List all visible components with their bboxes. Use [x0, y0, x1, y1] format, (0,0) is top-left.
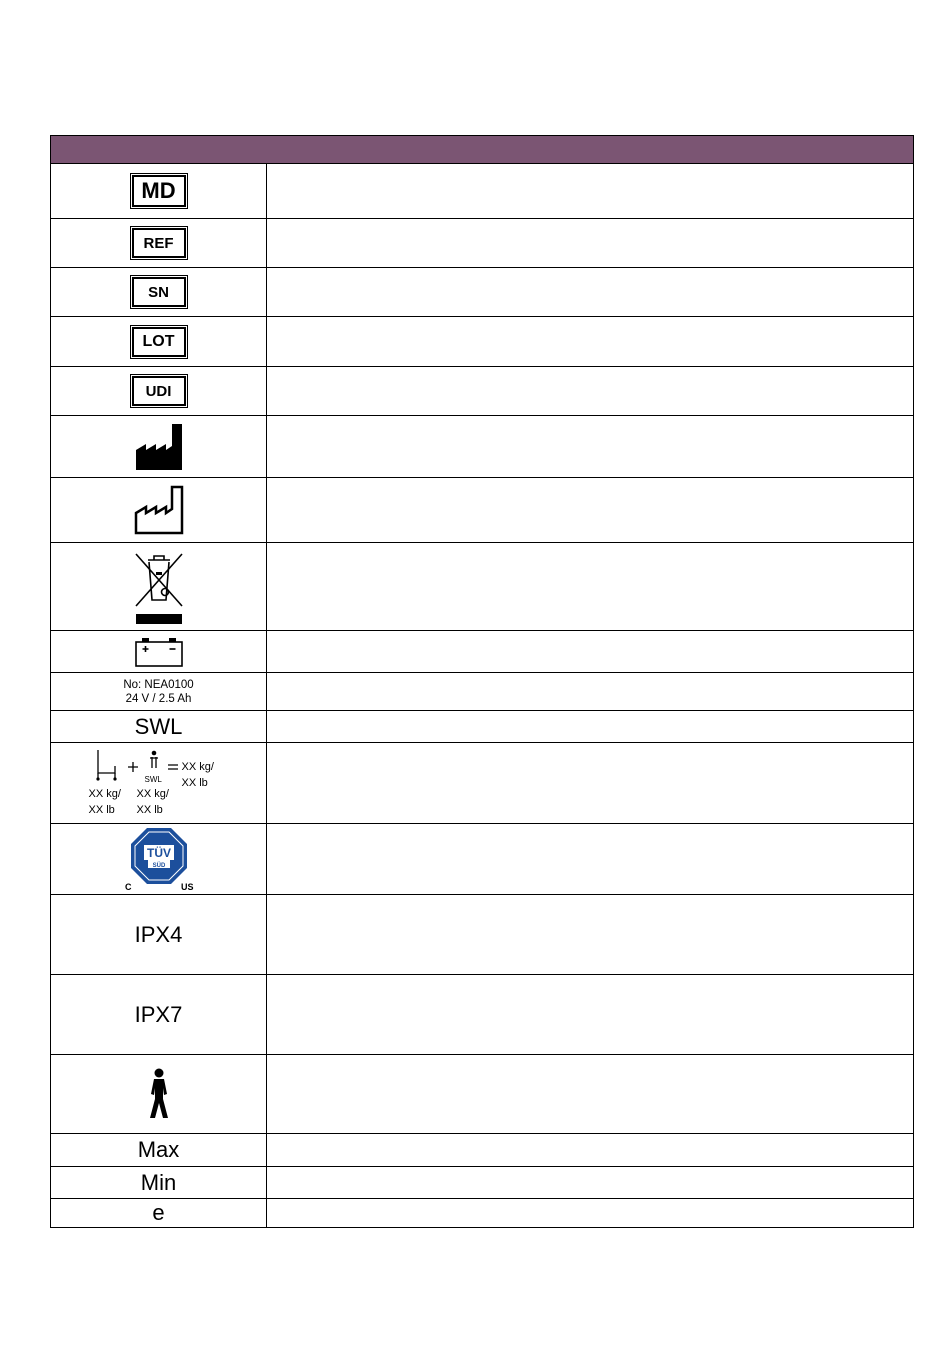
table-row [51, 543, 913, 631]
description-cell [267, 1167, 913, 1198]
description-cell [267, 543, 913, 630]
table-row [51, 895, 913, 975]
symbol-cell [51, 711, 267, 742]
svg-text:SÜD: SÜD [152, 863, 165, 869]
table-row [51, 219, 913, 268]
ipx4-label: IPX4 [134, 921, 183, 947]
total-weight-kg: XX kg/ [181, 761, 214, 773]
symbol-cell [51, 1134, 267, 1166]
symbol-cell [51, 164, 267, 218]
table-row [51, 711, 913, 743]
max-label: Max [137, 1137, 180, 1162]
svg-text:US: US [180, 882, 194, 892]
serial-number-icon: SN [132, 277, 186, 307]
symbol-cell [51, 1055, 267, 1133]
table-row [51, 824, 913, 895]
description-cell [267, 164, 913, 218]
catalogue-number-icon: REF [132, 228, 186, 258]
battery-spec-label [123, 678, 193, 706]
table-row [51, 673, 913, 711]
description-cell [267, 1134, 913, 1166]
total-weight-lb: XX lb [181, 777, 208, 789]
symbol-cell [51, 673, 267, 710]
person-weight-kg: XX kg/ [136, 788, 169, 800]
symbol-cell [51, 317, 267, 366]
chair-weight-kg: XX kg/ [88, 788, 121, 800]
estimated-quantity-label: e [152, 1200, 165, 1225]
battery-rating: 24 V / 2.5 Ah [125, 692, 192, 705]
description-cell [267, 1199, 913, 1227]
batch-code-icon: LOT [132, 327, 186, 357]
description-cell [267, 824, 913, 894]
table-row [51, 367, 913, 416]
symbol-cell [51, 895, 267, 974]
weee-crossed-bin-icon [134, 548, 184, 626]
table-row [51, 975, 913, 1055]
battery-number: No: NEA0100 [123, 678, 194, 691]
table-row [51, 1055, 913, 1134]
table-row [51, 268, 913, 317]
swl-label: SWL [134, 713, 183, 739]
table-row [51, 317, 913, 367]
symbol-cell [51, 824, 267, 894]
symbol-cell [51, 416, 267, 477]
unique-device-identifier-icon: UDI [132, 376, 186, 406]
person-weight-lb: XX lb [136, 804, 163, 816]
description-cell [267, 1055, 913, 1133]
description-cell [267, 711, 913, 742]
medical-device-icon: MD [132, 175, 186, 207]
symbol-cell [51, 631, 267, 672]
symbol-cell [51, 743, 267, 823]
description-cell [267, 317, 913, 366]
min-label: Min [140, 1169, 177, 1195]
description-cell [267, 895, 913, 974]
table-row [51, 743, 913, 824]
description-cell [267, 367, 913, 415]
description-cell [267, 673, 913, 710]
description-cell [267, 219, 913, 267]
chair-weight-lb: XX lb [88, 804, 115, 816]
date-of-manufacture-icon [133, 484, 185, 536]
symbol-cell [51, 367, 267, 415]
table-row [51, 416, 913, 478]
symbol-cell [51, 543, 267, 630]
symbol-cell [51, 219, 267, 267]
table-row [51, 1134, 913, 1167]
description-cell [267, 743, 913, 823]
symbol-cell [51, 975, 267, 1054]
type-b-applied-part-icon [144, 1068, 174, 1120]
symbol-cell [51, 268, 267, 316]
table-row [51, 478, 913, 543]
table-row [51, 631, 913, 673]
svg-text:TÜV: TÜV [146, 846, 171, 860]
symbol-cell [51, 478, 267, 542]
symbol-cell [51, 1199, 267, 1227]
ipx7-label: IPX7 [134, 1001, 183, 1027]
manufacturer-icon [134, 422, 184, 472]
battery-icon [134, 636, 184, 668]
svg-text:C: C [124, 882, 131, 892]
tuv-sud-certification-icon [123, 826, 195, 892]
description-cell [267, 416, 913, 477]
table-row [51, 1199, 913, 1227]
description-cell [267, 268, 913, 316]
description-cell [267, 975, 913, 1054]
table-header [51, 136, 913, 164]
table-row [51, 164, 913, 219]
table-row [51, 1167, 913, 1199]
description-cell [267, 631, 913, 672]
swl-small-label: SWL [144, 775, 162, 784]
symbols-table [50, 135, 914, 1228]
symbol-cell [51, 1167, 267, 1198]
description-cell [267, 478, 913, 542]
max-weight-equation-icon [89, 746, 229, 820]
